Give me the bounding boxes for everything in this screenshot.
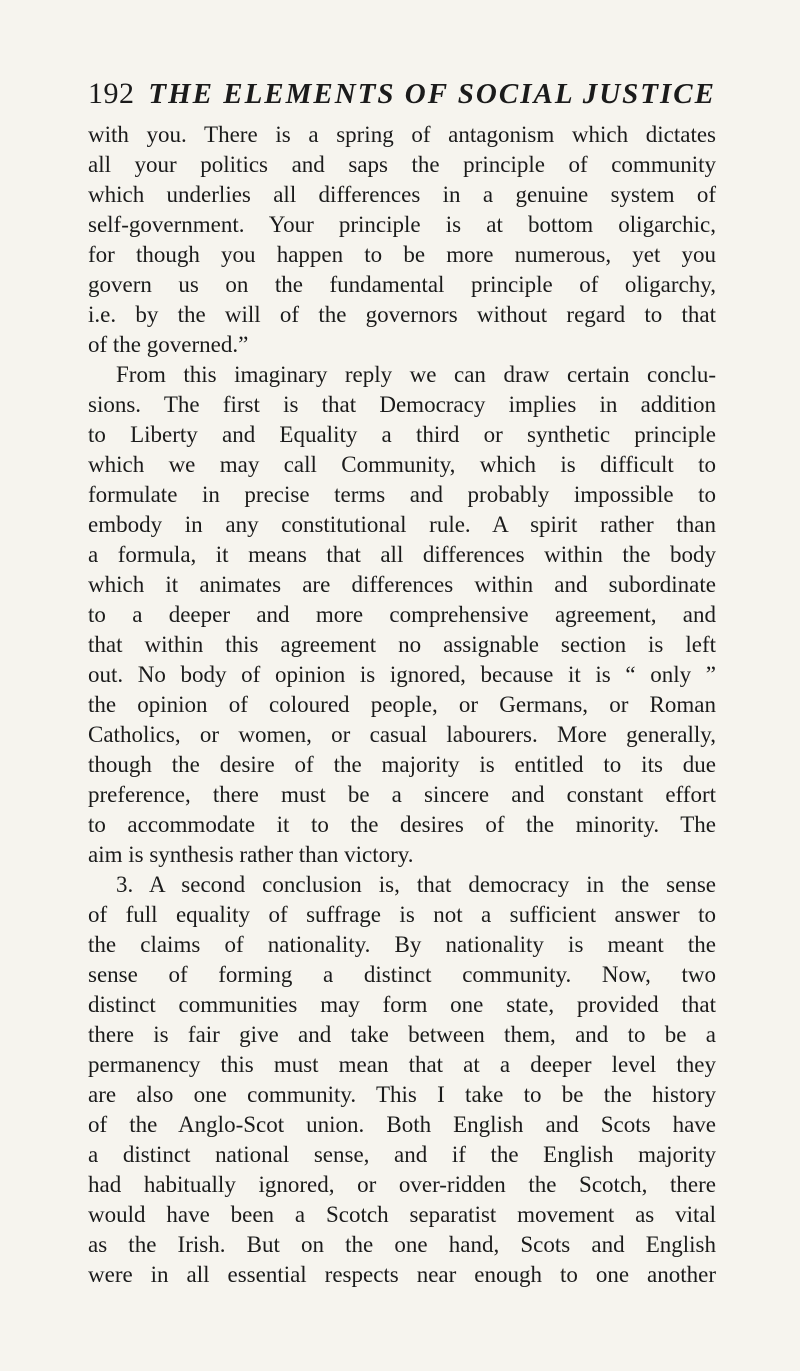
text-line: there is fair give and take between them, and to be a — [88, 1022, 716, 1047]
text-line: that within this agreement no assignable section is left — [88, 632, 716, 657]
text-line: were in all essential respects near enough to one another — [88, 1262, 716, 1287]
text-line: which it animates are differences within and subordinate — [88, 572, 716, 597]
text-line: govern us on the fundamental principle of oligarchy, — [88, 272, 716, 297]
running-head — [88, 72, 716, 116]
text-line: as the Irish. But on the one hand, Scots and English — [88, 1232, 716, 1257]
text-line: Catholics, or women, or casual labourers. More generally, — [88, 722, 716, 747]
text-line: the opinion of coloured people, or Germans, or Roman — [88, 692, 716, 717]
text-line: all your politics and saps the principle of community — [88, 152, 716, 177]
text-line: the claims of nationality. By nationality is meant the — [88, 932, 716, 957]
text-line: which we may call Community, which is difficult to — [88, 452, 716, 477]
text-line: out. No body of opinion is ignored, because it is “ only ” — [88, 662, 716, 687]
text-line: for though you happen to be more numerous, yet you — [88, 242, 716, 267]
text-line: to accommodate it to the desires of the minority. The — [88, 812, 716, 837]
text-line: of full equality of suffrage is not a sufficient answer to — [88, 902, 716, 927]
text-line: to Liberty and Equality a third or synthetic principle — [88, 422, 716, 447]
running-title: THE ELEMENTS OF SOCIAL JUSTICE — [148, 78, 716, 110]
text-line: of the governed.” — [88, 332, 249, 357]
text-line: 3. A second conclusion is, that democracy in the sense — [116, 872, 716, 897]
text-line: are also one community. This I take to be the history — [88, 1082, 716, 1107]
text-line: would have been a Scotch separatist movement as vital — [88, 1202, 716, 1227]
text-line: sions. The first is that Democracy implies in addition — [88, 392, 716, 417]
text-line: which underlies all differences in a genuine system of — [88, 182, 716, 207]
book-page — [88, 72, 716, 1290]
text-line: formulate in precise terms and probably impossible to — [88, 482, 716, 507]
text-line: to a deeper and more comprehensive agreement, and — [88, 602, 716, 627]
text-line: self-government. Your principle is at bottom oligarchic, — [88, 212, 716, 237]
text-line: of the Anglo-Scot union. Both English and Scots have — [88, 1112, 716, 1137]
body-text — [88, 120, 716, 1290]
text-line: a formula, it means that all differences within the body — [88, 542, 716, 567]
text-line: sense of forming a distinct community. Now, two — [88, 962, 716, 987]
text-line: i.e. by the will of the governors without regard to that — [88, 302, 716, 327]
page-number: 192 — [88, 77, 135, 110]
text-line: though the desire of the majority is entitled to its due — [88, 752, 716, 777]
text-line: preference, there must be a sincere and constant effort — [88, 782, 716, 807]
text-line: distinct communities may form one state, provided that — [88, 992, 716, 1017]
text-line: with you. There is a spring of antagonism which dictates — [88, 122, 716, 147]
text-line: permanency this must mean that at a deeper level they — [88, 1052, 716, 1077]
text-line: embody in any constitutional rule. A spirit rather than — [88, 512, 716, 537]
text-line: a distinct national sense, and if the English majority — [88, 1142, 716, 1167]
text-line: aim is synthesis rather than victory. — [88, 842, 414, 867]
text-line: had habitually ignored, or over-ridden the Scotch, there — [88, 1172, 716, 1197]
text-line: From this imaginary reply we can draw certain conclu- — [116, 362, 716, 387]
